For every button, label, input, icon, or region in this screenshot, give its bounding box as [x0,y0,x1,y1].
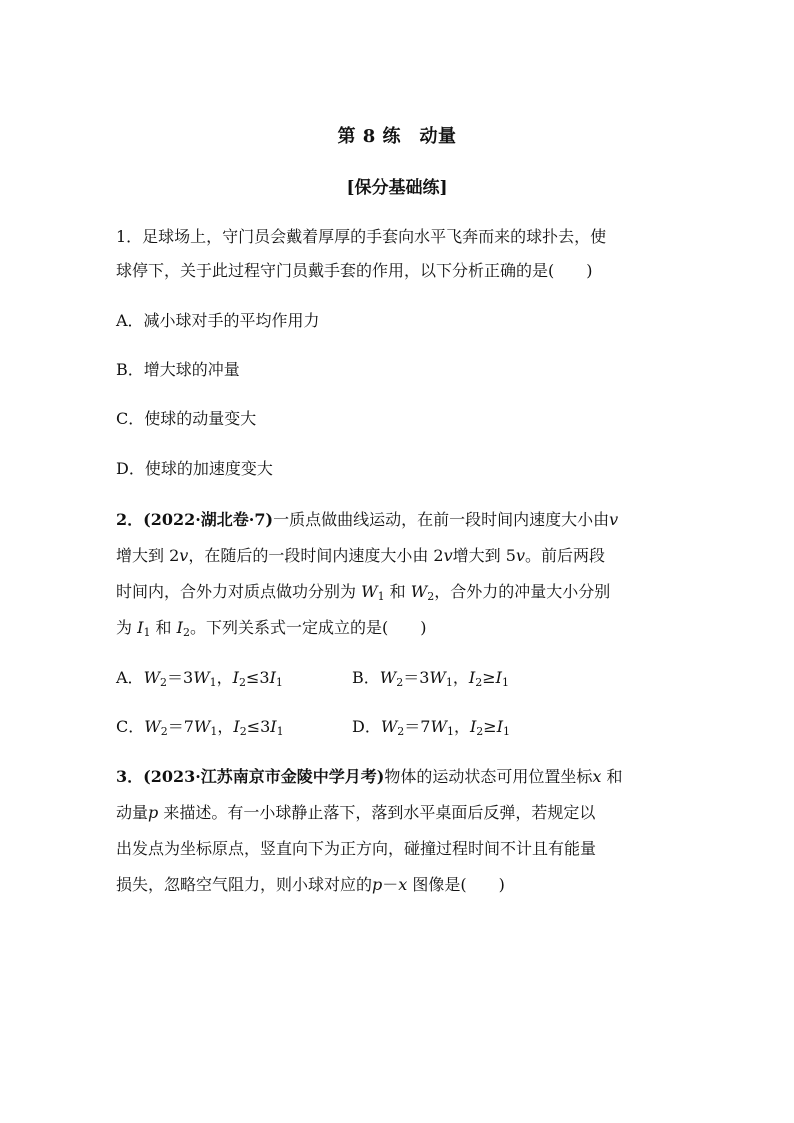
q1-option-d: D．使球的加速度变大 [116,459,273,478]
q3-stem-line-3: 出发点为坐标原点，竖直向下为正方向，碰撞过程时间不计且有能量 [116,839,597,858]
q2-source: 2．(2022·湖北卷·7) [116,510,274,529]
section-heading: [保分基础练] [346,178,448,198]
q1-option-c: C．使球的动量变大 [116,409,257,428]
q3-source: 3．(2023·江苏南京市金陵中学月考) [116,767,385,786]
q1-stem-line-2: 球停下，关于此过程守门员戴手套的作用，以下分析正确的是( ) [116,261,593,280]
q2-stem-line-3: 时间内，合外力对质点做功分别为 $W_1$ 和 $W_2$，合外力的冲量大小分别 [116,582,611,603]
q2-option-d: D．$W_2=7W_1$，$I_2\ge I_1$ [352,717,511,738]
q2-option-c: C．$W_2=7W_1$，$I_2\le 3I_1$ [116,717,284,738]
q3-stem-line-1: 3．(2023·江苏南京市金陵中学月考)物体的运动状态可用位置坐标x 和 [116,767,623,786]
q3-stem-line-2: 动量p 来描述。有一小球静止落下，落到水平桌面后反弹，若规定以 [116,803,596,822]
q2-stem-line-4: 为 $I_1$ 和 $I_2$。下列关系式一定成立的是( ) [116,618,427,639]
q2-option-a: A．$W_2=3W_1$，$I_2\le 3I_1$ [116,668,283,689]
q2-stem-line-1: 2．(2022·湖北卷·7)一质点做曲线运动，在前一段时间内速度大小由v [116,510,619,529]
q3-stem-line-4: 损失，忽略空气阻力，则小球对应的p－x 图像是( ) [116,875,505,894]
q2-stem-line-2: 增大到 2v，在随后的一段时间内速度大小由 2v增大到 5v。前后两段 [116,546,605,565]
q2-option-b: B．$W_2=3W_1$，$I_2\ge I_1$ [352,668,509,689]
q1-option-a: A．减小球对手的平均作用力 [116,311,320,330]
q1-option-b: B．增大球的冲量 [116,360,240,379]
page-title: 第 8 练 动量 [337,126,457,147]
q1-stem-line-1: 1．足球场上，守门员会戴着厚厚的手套向水平飞奔而来的球扑去，使 [116,227,607,246]
